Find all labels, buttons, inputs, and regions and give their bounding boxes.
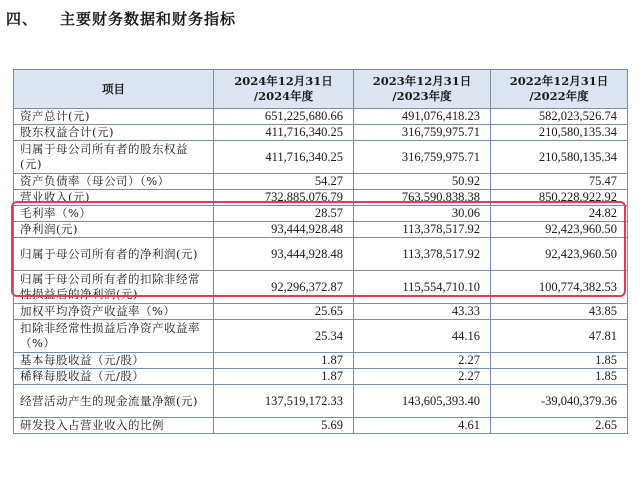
- row-label: 归属于母公司所有者的股东权益(元): [14, 141, 214, 174]
- value-2024: 92,296,372.87: [214, 271, 354, 304]
- row-label: 营业收入(元): [14, 190, 214, 206]
- table-row: [14, 125, 628, 141]
- value-2024: 5.69: [214, 418, 354, 434]
- value-2023: 113,378,517.92: [354, 222, 491, 238]
- header-2023: [354, 70, 491, 109]
- row-label: 扣除非经常性损益后净资产收益率（%）: [14, 320, 214, 353]
- value-2022: 100,774,382.53: [491, 271, 628, 304]
- value-2022: 1.85: [491, 353, 628, 369]
- table-row: [14, 222, 628, 238]
- header-2022-date: 2022年12月31日: [509, 74, 609, 88]
- row-label: 净利润(元): [14, 222, 214, 238]
- value-2022: 47.81: [491, 320, 628, 353]
- value-2024: 28.57: [214, 206, 354, 222]
- value-2023: 763,590,838.38: [354, 190, 491, 206]
- table-row: [14, 109, 628, 125]
- value-2023: 316,759,975.71: [354, 125, 491, 141]
- row-label: 加权平均净资产收益率（%）: [14, 304, 214, 320]
- row-label: 资产总计(元): [14, 109, 214, 125]
- value-2024: 25.65: [214, 304, 354, 320]
- value-2022: 24.82: [491, 206, 628, 222]
- table-row: [14, 320, 628, 353]
- table-row: [14, 304, 628, 320]
- value-2023: 115,554,710.10: [354, 271, 491, 304]
- header-row: [14, 70, 628, 109]
- value-2024: 137,519,172.33: [214, 385, 354, 418]
- value-2024: 93,444,928.48: [214, 238, 354, 271]
- header-2024-year: /2024年度: [253, 89, 314, 103]
- table-row: [14, 141, 628, 174]
- value-2023: 50.92: [354, 174, 491, 190]
- header-2024: [214, 70, 354, 109]
- value-2024: 93,444,928.48: [214, 222, 354, 238]
- value-2023: 2.27: [354, 369, 491, 385]
- value-2022: 850,228,922.92: [491, 190, 628, 206]
- value-2024: 1.87: [214, 369, 354, 385]
- value-2022: 43.85: [491, 304, 628, 320]
- header-2023-date: 2023年12月31日: [372, 74, 472, 88]
- row-label: 股东权益合计(元): [14, 125, 214, 141]
- header-2024-date: 2024年12月31日: [234, 74, 333, 88]
- row-label: 归属于母公司所有者的扣除非经常性损益后的净利润(元): [14, 271, 214, 304]
- value-2022: 210,580,135.34: [491, 141, 628, 174]
- value-2022: 75.47: [491, 174, 628, 190]
- table-row: [14, 206, 628, 222]
- value-2023: 30.06: [354, 206, 491, 222]
- value-2022: 1.85: [491, 369, 628, 385]
- financial-table: [13, 69, 628, 434]
- value-2022: -39,040,379.36: [491, 385, 628, 418]
- value-2024: 411,716,340.25: [214, 141, 354, 174]
- table-row: [14, 271, 628, 304]
- value-2023: 113,378,517.92: [354, 238, 491, 271]
- table-row: [14, 369, 628, 385]
- row-label: 稀释每股收益（元/股）: [14, 369, 214, 385]
- value-2024: 732,885,076.79: [214, 190, 354, 206]
- value-2023: 2.27: [354, 353, 491, 369]
- row-label: 基本每股收益（元/股）: [14, 353, 214, 369]
- value-2022: 582,023,526.74: [491, 109, 628, 125]
- row-label: 研发投入占营业收入的比例: [14, 418, 214, 434]
- row-label: 毛利率（%）: [14, 206, 214, 222]
- value-2024: 411,716,340.25: [214, 125, 354, 141]
- value-2024: 25.34: [214, 320, 354, 353]
- value-2024: 54.27: [214, 174, 354, 190]
- value-2024: 651,225,680.66: [214, 109, 354, 125]
- value-2023: 4.61: [354, 418, 491, 434]
- header-item: 项目: [14, 70, 214, 109]
- row-label: 资产负债率（母公司）（%）: [14, 174, 214, 190]
- value-2023: 491,076,418.23: [354, 109, 491, 125]
- value-2022: 92,423,960.50: [491, 238, 628, 271]
- header-2022-year: /2022年度: [529, 89, 589, 103]
- section-title: 主要财务数据和财务指标: [60, 10, 237, 28]
- value-2024: 1.87: [214, 353, 354, 369]
- value-2023: 43.33: [354, 304, 491, 320]
- table-row: [14, 174, 628, 190]
- table-row: [14, 418, 628, 434]
- table-row: [14, 190, 628, 206]
- row-label: 归属于母公司所有者的净利润(元): [14, 238, 214, 271]
- table-row: [14, 385, 628, 418]
- row-label: 经营活动产生的现金流量净额(元): [14, 385, 214, 418]
- value-2022: 92,423,960.50: [491, 222, 628, 238]
- value-2022: 2.65: [491, 418, 628, 434]
- table-row: [14, 353, 628, 369]
- value-2023: 143,605,393.40: [354, 385, 491, 418]
- header-2022: [491, 70, 628, 109]
- value-2023: 44.16: [354, 320, 491, 353]
- value-2022: 210,580,135.34: [491, 125, 628, 141]
- section-heading: [6, 8, 236, 29]
- value-2023: 316,759,975.71: [354, 141, 491, 174]
- table-row: [14, 238, 628, 271]
- section-number: 四、: [6, 10, 39, 28]
- header-2023-year: /2023年度: [392, 89, 452, 103]
